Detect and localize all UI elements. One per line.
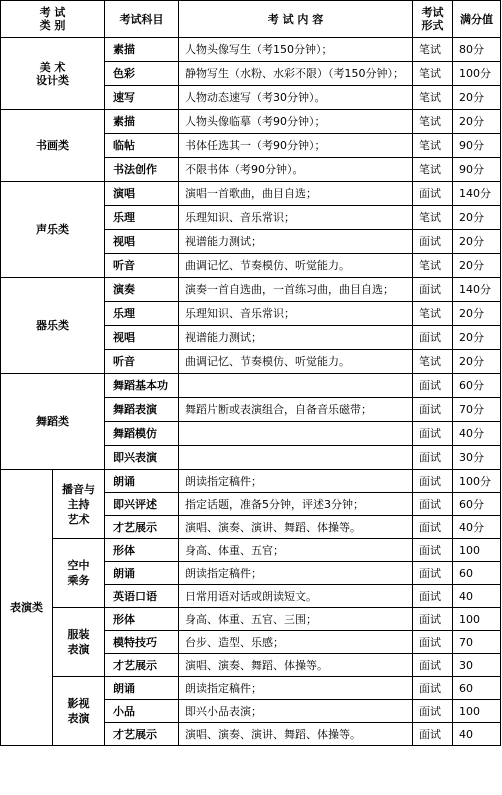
- header-content: 考 试 内 容: [179, 1, 413, 38]
- score-cell: 140分: [453, 182, 501, 206]
- content-cell: 曲调记忆、节奏模仿、听觉能力。: [179, 254, 413, 278]
- form-cell: 笔试: [413, 302, 453, 326]
- content-cell: [179, 374, 413, 398]
- category-cell: 书画类: [1, 110, 105, 182]
- form-cell: 笔试: [413, 38, 453, 62]
- form-cell: 笔试: [413, 62, 453, 86]
- subject-cell: 素描: [105, 110, 179, 134]
- subject-cell: 英语口语: [105, 585, 179, 608]
- form-cell: 面试: [413, 374, 453, 398]
- subject-cell: 乐理: [105, 302, 179, 326]
- content-cell: 不限书体（考90分钟）。: [179, 158, 413, 182]
- table-row: [1, 677, 501, 700]
- content-cell: 演唱、演奏、演讲、舞蹈、体操等。: [179, 723, 413, 746]
- score-cell: 20分: [453, 230, 501, 254]
- form-cell: 面试: [413, 182, 453, 206]
- subject-cell: 乐理: [105, 206, 179, 230]
- subject-cell: 书法创作: [105, 158, 179, 182]
- subject-cell: 舞蹈基本功: [105, 374, 179, 398]
- table-row: [1, 278, 501, 302]
- table-body: [1, 38, 501, 746]
- content-cell: 演奏一首自选曲，一首练习曲，曲目自选；: [179, 278, 413, 302]
- form-cell: 面试: [413, 326, 453, 350]
- form-cell: 面试: [413, 278, 453, 302]
- score-cell: 100: [453, 608, 501, 631]
- subject-cell: 小品: [105, 700, 179, 723]
- content-cell: 乐理知识、音乐常识；: [179, 206, 413, 230]
- score-cell: 90分: [453, 158, 501, 182]
- score-cell: 140分: [453, 278, 501, 302]
- form-cell: 笔试: [413, 350, 453, 374]
- score-cell: 40: [453, 585, 501, 608]
- score-cell: 60: [453, 562, 501, 585]
- subject-cell: 模特技巧: [105, 631, 179, 654]
- table-row: [1, 110, 501, 134]
- form-cell: 面试: [413, 493, 453, 516]
- score-cell: 90分: [453, 134, 501, 158]
- score-cell: 20分: [453, 206, 501, 230]
- content-cell: 乐理知识、音乐常识；: [179, 302, 413, 326]
- content-cell: 静物写生（水粉、水彩不限）（考150分钟）；: [179, 62, 413, 86]
- score-cell: 100: [453, 700, 501, 723]
- category-cell: 舞蹈类: [1, 374, 105, 470]
- score-cell: 70: [453, 631, 501, 654]
- table-header-row: [1, 1, 501, 38]
- subject-cell: 才艺展示: [105, 654, 179, 677]
- subject-cell: 视唱: [105, 326, 179, 350]
- content-cell: 身高、体重、五官、三围；: [179, 608, 413, 631]
- subject-cell: 临帖: [105, 134, 179, 158]
- table-row: [1, 38, 501, 62]
- content-cell: 书体任选其一（考90分钟）；: [179, 134, 413, 158]
- form-cell: 面试: [413, 516, 453, 539]
- subject-cell: 形体: [105, 608, 179, 631]
- subject-cell: 速写: [105, 86, 179, 110]
- category-cell: 器乐类: [1, 278, 105, 374]
- category-cell: 美 术 设计类: [1, 38, 105, 110]
- subcategory-cell: 影视 表演: [53, 677, 105, 746]
- content-cell: [179, 422, 413, 446]
- table-row: [1, 608, 501, 631]
- score-cell: 40分: [453, 422, 501, 446]
- subject-cell: 听音: [105, 254, 179, 278]
- content-cell: 即兴小品表演；: [179, 700, 413, 723]
- subject-cell: 朗诵: [105, 562, 179, 585]
- form-cell: 面试: [413, 470, 453, 493]
- subject-cell: 形体: [105, 539, 179, 562]
- subject-cell: 即兴评述: [105, 493, 179, 516]
- form-cell: 笔试: [413, 158, 453, 182]
- content-cell: 朗读指定稿件；: [179, 677, 413, 700]
- subject-cell: 才艺展示: [105, 723, 179, 746]
- content-cell: 演唱、演奏、演讲、舞蹈、体操等。: [179, 516, 413, 539]
- form-cell: 面试: [413, 723, 453, 746]
- score-cell: 40: [453, 723, 501, 746]
- score-cell: 20分: [453, 86, 501, 110]
- subject-cell: 舞蹈模仿: [105, 422, 179, 446]
- content-cell: 视谱能力测试；: [179, 326, 413, 350]
- subject-cell: 朗诵: [105, 470, 179, 493]
- score-cell: 100分: [453, 470, 501, 493]
- table-row: [1, 374, 501, 398]
- score-cell: 20分: [453, 326, 501, 350]
- subcategory-cell: 空中 乘务: [53, 539, 105, 608]
- form-cell: 面试: [413, 631, 453, 654]
- content-cell: 人物头像写生（考150分钟）；: [179, 38, 413, 62]
- form-cell: 面试: [413, 654, 453, 677]
- form-cell: 笔试: [413, 254, 453, 278]
- table-row: [1, 470, 501, 493]
- score-cell: 70分: [453, 398, 501, 422]
- form-cell: 面试: [413, 608, 453, 631]
- form-cell: 笔试: [413, 86, 453, 110]
- score-cell: 40分: [453, 516, 501, 539]
- category-cell: 表演类: [1, 470, 53, 746]
- content-cell: 视谱能力测试；: [179, 230, 413, 254]
- content-cell: 朗读指定稿件；: [179, 562, 413, 585]
- score-cell: 30分: [453, 446, 501, 470]
- score-cell: 80分: [453, 38, 501, 62]
- content-cell: 朗读指定稿件；: [179, 470, 413, 493]
- header-form: [413, 1, 453, 38]
- score-cell: 30: [453, 654, 501, 677]
- content-cell: 身高、体重、五官；: [179, 539, 413, 562]
- content-cell: 曲调记忆、节奏模仿、听觉能力。: [179, 350, 413, 374]
- form-cell: 面试: [413, 422, 453, 446]
- score-cell: 20分: [453, 254, 501, 278]
- score-cell: 60分: [453, 374, 501, 398]
- score-cell: 20分: [453, 110, 501, 134]
- subject-cell: 即兴表演: [105, 446, 179, 470]
- header-score: 满分值: [453, 1, 501, 38]
- content-cell: 日常用语对话或朗读短文。: [179, 585, 413, 608]
- subject-cell: 视唱: [105, 230, 179, 254]
- subcategory-cell: 服装 表演: [53, 608, 105, 677]
- content-cell: 演唱、演奏、舞蹈、体操等。: [179, 654, 413, 677]
- table-row: [1, 539, 501, 562]
- form-cell: 面试: [413, 446, 453, 470]
- subject-cell: 色彩: [105, 62, 179, 86]
- score-cell: 20分: [453, 350, 501, 374]
- form-cell: 笔试: [413, 110, 453, 134]
- subject-cell: 听音: [105, 350, 179, 374]
- subject-cell: 才艺展示: [105, 516, 179, 539]
- subject-cell: 朗诵: [105, 677, 179, 700]
- form-cell: 笔试: [413, 134, 453, 158]
- content-cell: [179, 446, 413, 470]
- score-cell: 100分: [453, 62, 501, 86]
- header-subject: 考试科目: [105, 1, 179, 38]
- content-cell: 人物头像临摹（考90分钟）；: [179, 110, 413, 134]
- header-form-text: 考试 形式: [421, 6, 444, 32]
- score-cell: 60分: [453, 493, 501, 516]
- header-category: [1, 1, 105, 38]
- form-cell: 面试: [413, 562, 453, 585]
- form-cell: 面试: [413, 585, 453, 608]
- content-cell: 指定话题，准备5分钟，评述3分钟；: [179, 493, 413, 516]
- subject-cell: 舞蹈表演: [105, 398, 179, 422]
- form-cell: 面试: [413, 230, 453, 254]
- content-cell: 台步、造型、乐感；: [179, 631, 413, 654]
- subject-cell: 演奏: [105, 278, 179, 302]
- score-cell: 60: [453, 677, 501, 700]
- score-cell: 100: [453, 539, 501, 562]
- form-cell: 面试: [413, 398, 453, 422]
- form-cell: 面试: [413, 677, 453, 700]
- subcategory-cell: 播音与 主持 艺术: [53, 470, 105, 539]
- category-cell: 声乐类: [1, 182, 105, 278]
- content-cell: 舞蹈片断或表演组合，自备音乐磁带；: [179, 398, 413, 422]
- form-cell: 面试: [413, 700, 453, 723]
- table-row: [1, 182, 501, 206]
- score-cell: 20分: [453, 302, 501, 326]
- form-cell: 笔试: [413, 206, 453, 230]
- subject-cell: 演唱: [105, 182, 179, 206]
- content-cell: 人物动态速写（考30分钟）。: [179, 86, 413, 110]
- form-cell: 面试: [413, 539, 453, 562]
- header-category-text: 考 试 类 别: [39, 6, 66, 32]
- content-cell: 演唱一首歌曲，曲目自选；: [179, 182, 413, 206]
- subject-cell: 素描: [105, 38, 179, 62]
